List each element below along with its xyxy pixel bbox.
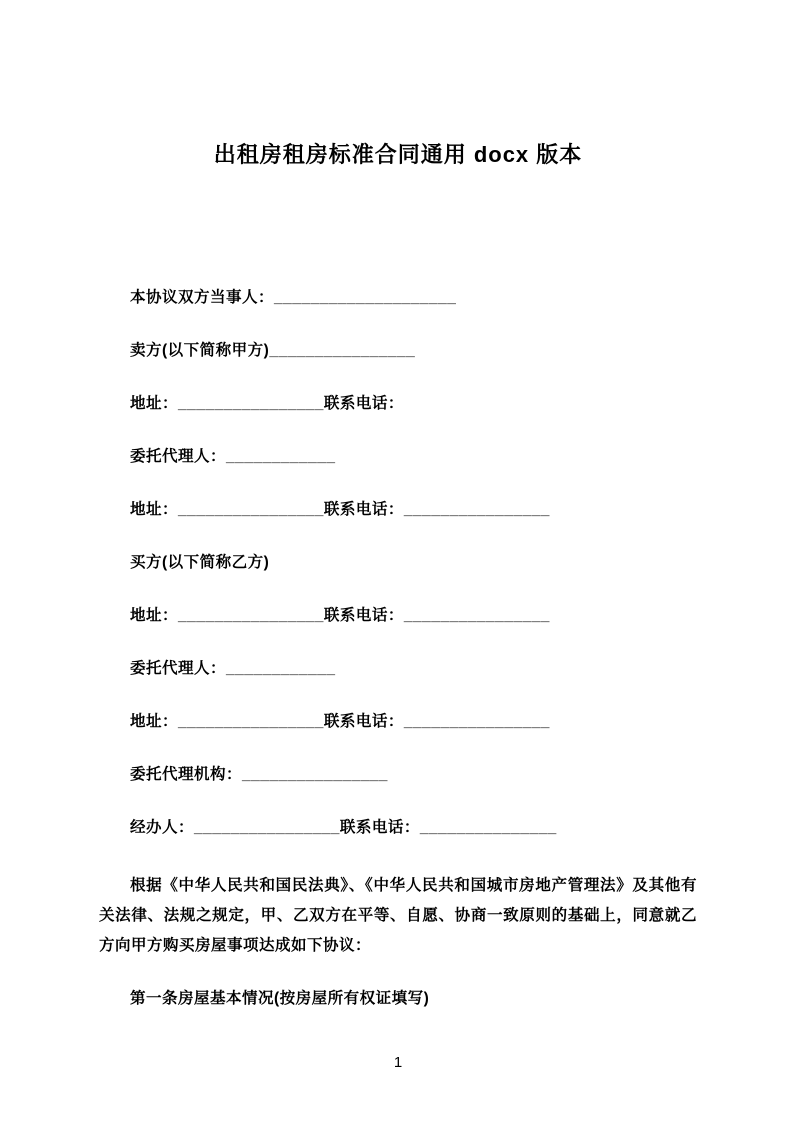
form-line-seller-agent: 委托代理人：____________ xyxy=(130,448,336,465)
form-line-parties: 本协议双方当事人：____________________ xyxy=(130,289,457,306)
form-line-buyer-agent-address: 地址：________________联系电话：________________ xyxy=(130,713,550,730)
form-line-buyer: 买方(以下简称乙方) xyxy=(130,554,270,571)
form-line-handler: 经办人：________________联系电话：_______________ xyxy=(130,819,557,836)
form-line-seller-address: 地址：________________联系电话： xyxy=(130,395,404,412)
form-line-agent-address: 地址：________________联系电话：________________ xyxy=(130,501,550,518)
form-line-buyer-address: 地址：________________联系电话：________________ xyxy=(130,607,550,624)
form-line-seller: 卖方(以下简称甲方)________________ xyxy=(130,342,416,359)
page-number: 1 xyxy=(393,1054,403,1071)
document-title: 出租房租房标准合同通用 docx 版本 xyxy=(213,142,583,167)
form-line-buyer-agent: 委托代理人：____________ xyxy=(130,660,336,677)
section-heading-article-1: 第一条房屋基本情况(按房屋所有权证填写) xyxy=(130,990,430,1007)
form-line-agency: 委托代理机构：________________ xyxy=(130,766,388,783)
intro-paragraph: 根据《中华人民共和国民法典》、《中华人民共和国城市房地产管理法》及其他有关法律、法规之规定，甲、乙双方在平等、自愿、协商一致原则的基础上，同意就乙方向甲方购买房屋事项达成如下协议： xyxy=(99,877,697,954)
